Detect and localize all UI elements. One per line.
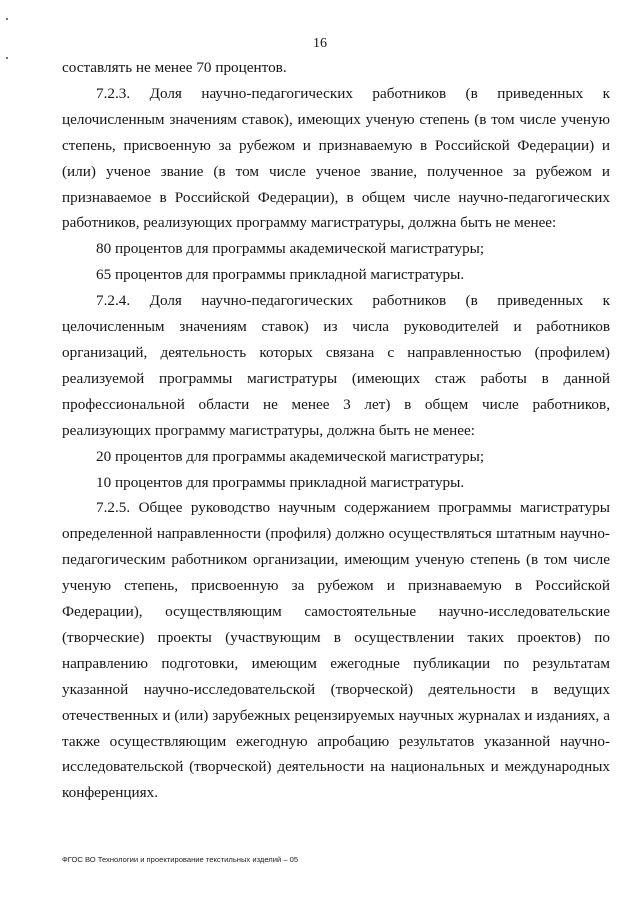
document-body — [62, 55, 610, 806]
paragraph-academic-20: 20 процентов для программы академической магистратуры; — [96, 447, 485, 465]
paragraph-7-2-3: 7.2.3. Доля научно-педагогических работников (в приведенных к целочисленным значениям ставок), имеющих ученую степень (в том числе ученую степень, присвоенную за рубежом и признаваемую в Российской Федерации) и (или) ученое звание (в том числе ученое звание, полученное за рубежом и признаваемое в Российской Федерации), в общем числе научно-педагогических работников, реализующих программу магистратуры, должна быть не менее: — [62, 84, 610, 232]
paragraph-7-2-4: 7.2.4. Доля научно-педагогических работников (в приведенных к целочисленным значениям ставок) из числа руководителей и работников организаций, деятельность которых связана с направленностью (профилем) реализуемой программы магистратуры (имеющих стаж работы в данной профессиональной области не менее 3 лет) в общем числе работников, реализующих программу магистратуры, должна быть не менее: — [62, 292, 610, 439]
paragraph-7-2-5: 7.2.5. Общее руководство научным содержанием программы магистратуры определенной направленности (профиля) должно осуществляться штатным научно-педагогическим работником организации, имеющим ученую степень (в том числе ученую степень, присвоенную за рубежом и признаваемую в Российской Федерации), осуществляющим самостоятельные научно-исследовательские (творческие) проекты (участвующим в осуществлении таких проектов) по направлению подготовки, имеющим ежегодные публикации по результатам указанной научно-исследовательской (творческой) деятельности в ведущих отечественных и (или) зарубежных рецензируемых научных журналах и изданиях, а также осуществляющим ежегодную апробацию результатов указанной научно-исследовательской (творческой) деятельности на национальных и международных конференциях. — [62, 499, 610, 802]
paragraph-continuation: составлять не менее 70 процентов. — [62, 59, 287, 76]
paragraph-applied-65: 65 процентов для программы прикладной магистратуры. — [96, 266, 465, 284]
page-number: 16 — [313, 36, 327, 51]
paragraph-academic-80: 80 процентов для программы академической магистратуры; — [96, 240, 485, 258]
document-footer: ФГОС ВО Технологии и проектирование текстильных изделий – 05 — [62, 855, 299, 864]
scan-artifact-mark — [6, 57, 8, 59]
paragraph-applied-10: 10 процентов для программы прикладной магистратуры. — [96, 473, 465, 491]
scan-artifact-mark — [6, 18, 8, 20]
